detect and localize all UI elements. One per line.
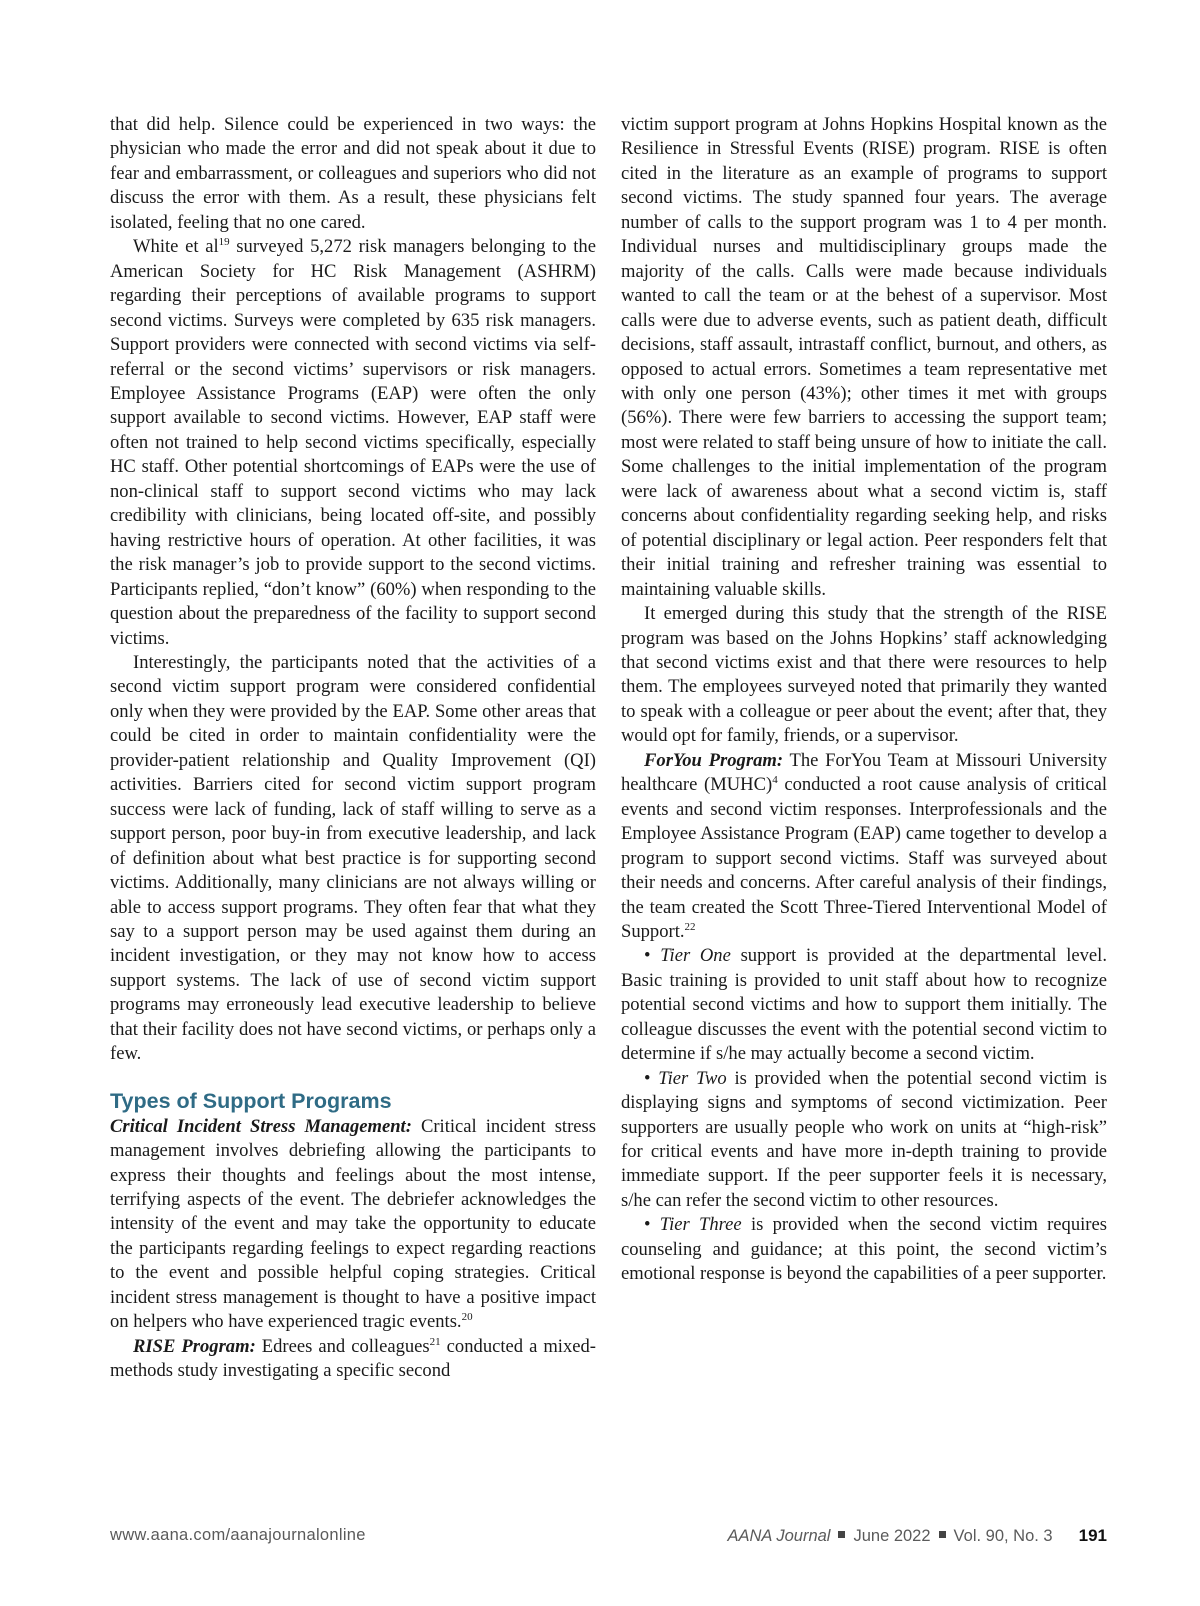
square-separator-icon <box>939 1531 946 1538</box>
paragraph-text: is provided when the second victim requires counseling and guidance; at this point, the second victim’s emotional response is beyond the capabilities of a peer supporter. <box>621 1214 1107 1285</box>
paragraph-text: conducted a mixed-methods study investigating a specific second <box>110 1335 596 1382</box>
paragraph-text: White et al <box>133 236 219 258</box>
paragraph: Interestingly, the participants noted that the activities of a second victim support program were considered confidential only when they were provided by the EAP. Some other areas that could be cited in order to maintain confidentiality were the provider-patient relationship and Quality Improvement (QI) activities. Barriers cited for second victim support program success were lack of funding, lack of staff willing to serve as a support person, poor buy-in from executive leadership, and lack of definition about what best practice is for supporting second victims. Additionally, many clinicians are not always willing or able to access support programs. They often fear that what they say to a support person may be used against them during an incident investigation, or they may not know how to access support systems. The lack of use of second victim support programs may erroneously lead executive leadership to believe that their facility does not have second victims, or perhaps only a few. <box>110 651 596 1065</box>
run-in-heading: ForYou Program: <box>644 749 784 771</box>
paragraph-text: conducted a root cause analysis of critical events and second victim responses. Interprofessionals and the Employee Assistance Program (EAP) came together to develop a program to support second victims. Staff was surveyed about their needs and concerns. After careful analysis of their findings, the team created the Scott Three-Tiered Interventional Model of Support. <box>621 774 1107 942</box>
citation-ref: 19 <box>218 236 230 249</box>
tier-label: Tier Three <box>659 1214 742 1236</box>
tier-label: Tier Two <box>658 1067 727 1089</box>
paragraph-text: Edrees and colleagues <box>255 1335 430 1357</box>
paragraph <box>110 1335 596 1384</box>
paragraph <box>110 235 596 651</box>
citation-ref: 4 <box>772 774 778 787</box>
volume-issue: Vol. 90, No. 3 <box>953 1527 1053 1545</box>
citation-ref: 21 <box>429 1335 441 1348</box>
citation-ref: 20 <box>461 1311 473 1324</box>
run-in-heading: Critical Incident Stress Management: <box>110 1115 412 1137</box>
citation-ref: 22 <box>684 920 696 933</box>
bullet-icon: • <box>644 1214 660 1236</box>
bullet-icon: • <box>644 945 661 967</box>
issue-date: June 2022 <box>853 1527 931 1545</box>
journal-name: AANA Journal <box>727 1527 831 1545</box>
bullet-icon: • <box>644 1067 659 1089</box>
paragraph: It emerged during this study that the strength of the RISE program was based on the Johns Hopkins’ staff acknowledging that second victims exist and that there were resources to help them. The employees surveyed noted that primarily they wanted to speak with a colleague or peer about the event; after that, they would opt for family, friends, or a supervisor. <box>621 603 1107 747</box>
list-item <box>621 1067 1107 1214</box>
page-number: 191 <box>1078 1526 1107 1545</box>
left-column <box>110 113 596 1384</box>
right-column <box>621 113 1107 1287</box>
journal-citation <box>727 1526 1107 1546</box>
square-separator-icon <box>838 1531 845 1538</box>
paragraph-text: support is provided at the departmental level. Basic training is provided to unit staff about how to recognize potential second victims and how to support them initially. The colleague discusses the event with the potential second victim to determine if s/he may actually become a second victim. <box>621 945 1107 1065</box>
paragraph <box>110 1115 596 1335</box>
list-item <box>621 1213 1107 1286</box>
paragraph-text: The ForYou Team at Missouri University healthcare (MUHC) <box>621 749 1107 796</box>
paragraph <box>621 749 1107 945</box>
page-footer <box>110 1526 1107 1550</box>
tier-label: Tier One <box>660 945 731 967</box>
paragraph-text: is provided when the potential second victim is displaying signs and symptoms of second victimization. Peer supporters are usually people who work on units at “high-risk” for critical events and have more in-depth training to provide immediate support. If the peer supporter feels it is necessary, s/he can refer the second victim to other resources. <box>621 1067 1107 1211</box>
paragraph: that did help. Silence could be experienced in two ways: the physician who made the error and did not speak about it due to fear and embarrassment, or colleagues and superiors who did not discuss the error with them. As a result, these physicians felt isolated, feeling that no one cared. <box>110 114 596 233</box>
section-heading: Types of Support Programs <box>110 1088 392 1113</box>
paragraph: victim support program at Johns Hopkins Hospital known as the Resilience in Stressful Events (RISE) program. RISE is often cited in the literature as an example of programs to support second victims. The study spanned four years. The average number of calls to the support program was 1 to 4 per month. Individual nurses and multidisciplinary groups made the majority of the calls. Calls were made because individuals wanted to call the team or at the behest of a supervisor. Most calls were due to adverse events, such as patient death, difficult decisions, staff assault, intrastaff conflict, burnout, and others, as opposed to actual errors. Sometimes a team representative met with only one person (43%); other times it met with groups (56%). There were few barriers to accessing the support team; most were related to staff being unsure of how to initiate the call. Some challenges to the initial implementation of the program were lack of awareness about what a second victim is, staff concerns about confidentiality regarding seeking help, and risks of potential disciplinary or legal action. Peer responders felt that their initial training and refresher training was essential to maintaining valuable skills. <box>621 114 1107 600</box>
journal-url-link[interactable]: www.aana.com/aanajournalonline <box>110 1526 366 1544</box>
run-in-heading: RISE Program: <box>133 1335 256 1357</box>
paragraph-text: Critical incident stress management involves debriefing allowing the participants to express their thoughts and feelings about the most intense, terrifying aspects of the event. The debriefer acknowledges the intensity of the event and may take the opportunity to educate the participants regarding feelings to expect regarding reactions to the event and possible helpful coping strategies. Critical incident stress management is thought to have a positive impact on helpers who have experienced tragic events. <box>110 1115 597 1333</box>
list-item <box>621 944 1107 1066</box>
paragraph-text: surveyed 5,272 risk managers belonging to the American Society for HC Risk Management (ASHRM) regarding their perceptions of available programs to support second victims. Surveys were completed by 635 risk managers. Support providers were connected with second victims via self-referral or the second victims’ supervisors or risk managers. Employee Assistance Programs (EAP) were often the only support available to second victims. However, EAP staff were often not trained to help second victims specifically, especially HC staff. Other potential shortcomings of EAPs were the use of non-clinical staff to support second victims who may lack credibility with clinicians, being located off-site, and possibly having restrictive hours of operation. At other facilities, it was the risk manager’s job to provide support to the second victims. Participants replied, “don’t know” (60%) when responding to the question about the preparedness of the facility to support second victims. <box>110 236 596 649</box>
